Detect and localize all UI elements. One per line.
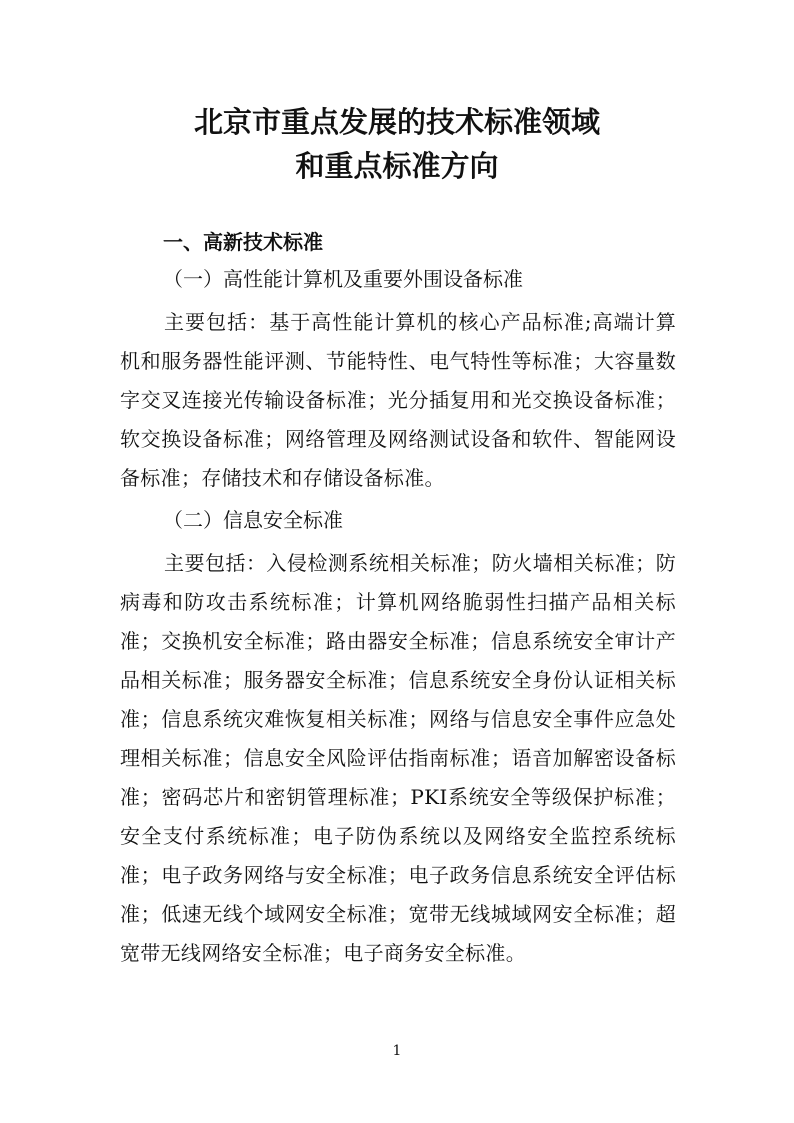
- section-heading-high-tech: 一、高新技术标准: [163, 230, 323, 254]
- document-title: [0, 100, 794, 188]
- paragraph-security: 主要包括：入侵检测系统相关标准；防火墙相关标准；防病毒和防攻击系统标准；计算机网络脆弱性扫描产品相关标准；交换机安全标准；路由器安全标准；信息系统安全审计产品相关标准；服务器安全标准；信息系统安全身份认证相关标准；信息系统灾难恢复相关标准；网络与信息安全事件应急处理相关标准；信息安全风险评估指南标准；语音加解密设备标准；密码芯片和密钥管理标准；PKI系统安全等级保护标准；安全支付系统标准；电子防伪系统以及网络安全监控系统标准；电子政务网络与安全标准；电子政务信息系统安全评估标准；低速无线个域网安全标准；宽带无线城域网安全标准；超宽带无线网络安全标准；电子商务安全标准。: [120, 551, 676, 965]
- paragraph-computing: 主要包括：基于高性能计算机的核心产品标准;高端计算机和服务器性能评测、节能特性、电气特性等标准；大容量数字交叉连接光传输设备标准；光分插复用和光交换设备标准；软交换设备标准；网络管理及网络测试设备和软件、智能网设备标准；存储技术和存储设备标准。: [120, 310, 676, 490]
- title-line-1: 北京市重点发展的技术标准领域: [193, 105, 600, 139]
- page-number: 1: [392, 1043, 402, 1059]
- subsection-heading-computing: （一）高性能计算机及重要外围设备标准: [163, 267, 523, 291]
- title-line-2: 和重点标准方向: [295, 149, 499, 183]
- subsection-heading-security: （二）信息安全标准: [163, 508, 343, 532]
